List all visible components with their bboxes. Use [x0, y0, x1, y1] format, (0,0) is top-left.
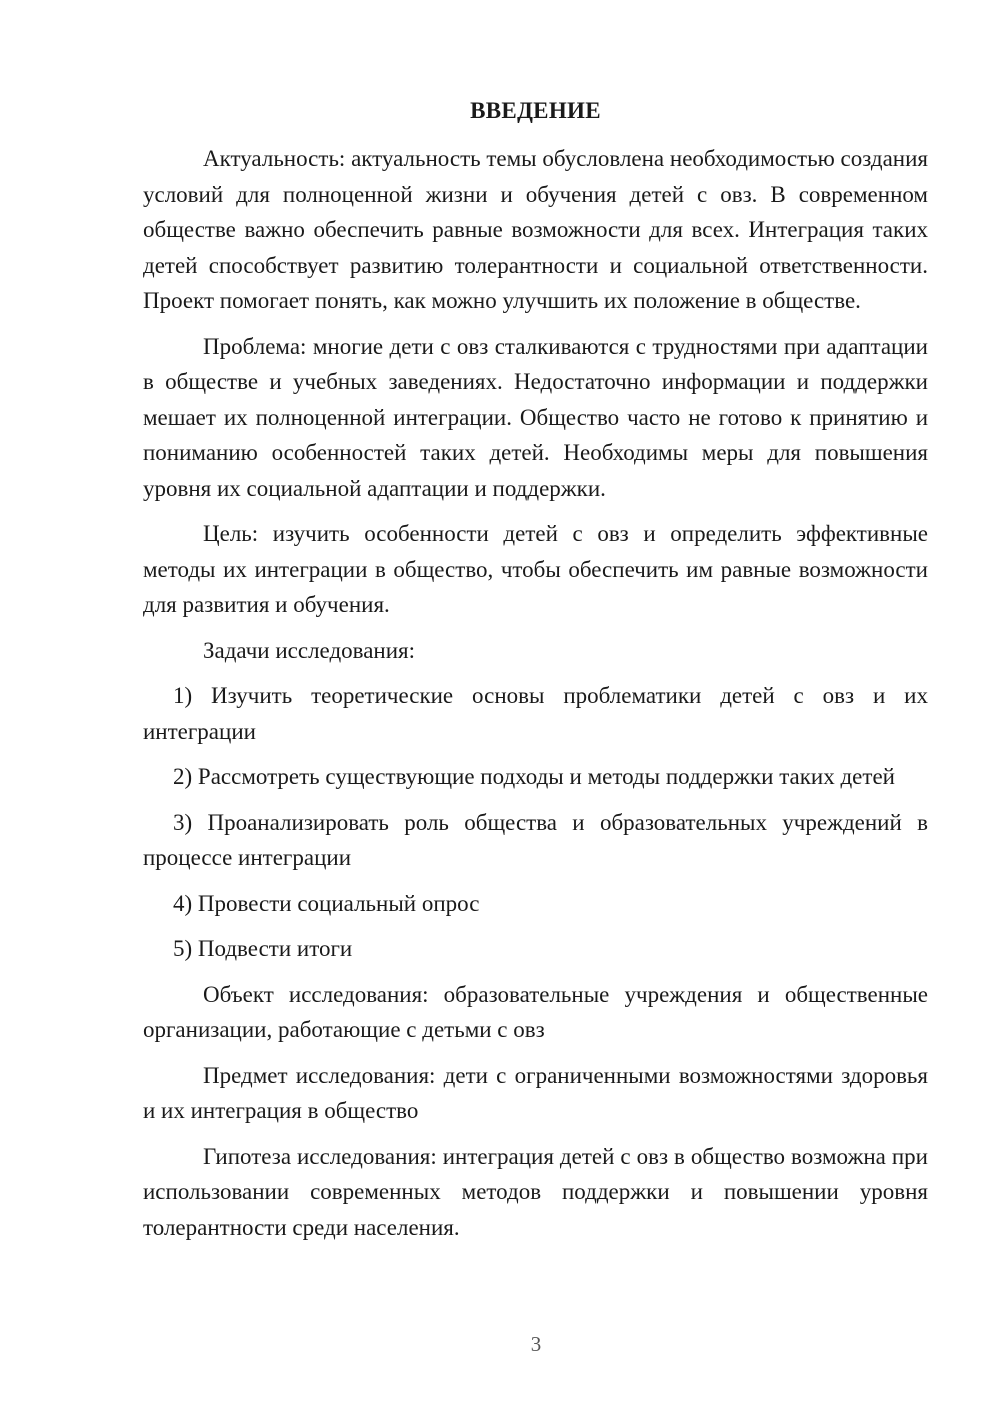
- task-item-5: 5) Подвести итоги: [173, 936, 353, 961]
- paragraph-object: Объект исследования: образовательные учреждения и общественные организации, работающие с детьми с овз: [143, 981, 928, 1042]
- document-body: [143, 141, 928, 1255]
- page-title: ВВЕДЕНИЕ: [470, 98, 601, 123]
- tasks-heading: Задачи исследования:: [203, 637, 416, 663]
- task-item-1: 1) Изучить теоретические основы проблематики детей с овз и их интеграции: [143, 683, 928, 744]
- paragraph-hypothesis: Гипотеза исследования: интеграция детей с овз в общество возможна при использовании современных методов поддержки и повышении уровня толерантности среди населения.: [143, 1143, 928, 1240]
- task-item-2: 2) Рассмотреть существующие подходы и методы поддержки таких детей: [173, 764, 895, 789]
- paragraph-problem: Проблема: многие дети с овз сталкиваются с трудностями при адаптации в обществе и учебных заведениях. Недостаточно информации и поддержки мешает их полноценной интеграции. Общество часто не готово к принятию и пониманию особенностей таких детей. Необходимы меры для повышения уровня их социальной адаптации и поддержки.: [143, 333, 928, 501]
- paragraph-subject: Предмет исследования: дети с ограниченными возможностями здоровья и их интеграция в общество: [143, 1062, 928, 1123]
- task-item-4: 4) Провести социальный опрос: [173, 890, 480, 916]
- paragraph-goal: Цель: изучить особенности детей с овз и определить эффективные методы их интеграции в общество, чтобы обеспечить им равные возможности для развития и обучения.: [143, 521, 928, 617]
- paragraph-relevance: Актуальность: актуальность темы обусловлена необходимостью создания условий для полноценной жизни и обучения детей с овз. В современном обществе важно обеспечить равные возможности для всех. Интеграция таких детей способствует развитию толерантности и социальной ответственности. Проект помогает понять, как можно улучшить их положение в обществе.: [143, 146, 929, 313]
- page-number: 3: [530, 1332, 542, 1356]
- task-item-3: 3) Проанализировать роль общества и образовательных учреждений в процессе интеграции: [143, 809, 928, 870]
